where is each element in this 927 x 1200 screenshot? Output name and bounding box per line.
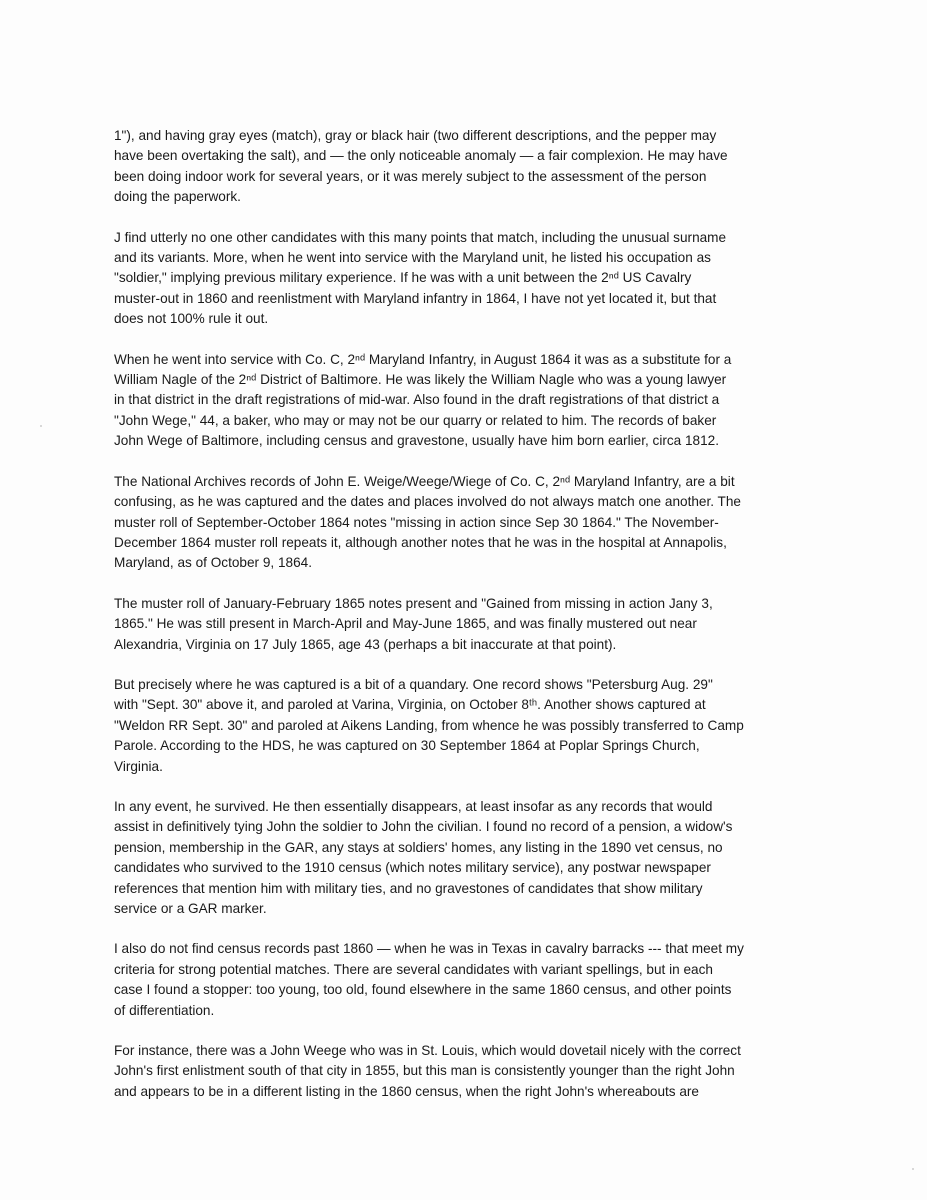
text-line: William Nagle of the 2ⁿᵈ District of Baltimore. He was likely the William Nagle who was a young lawyer — [114, 372, 727, 388]
text-line: in that district in the draft registrations of mid-war. Also found in the draft registrations of that district a — [114, 392, 720, 408]
text-line: criteria for strong potential matches. There are several candidates with variant spellings, but in each — [114, 961, 713, 977]
text-line: 1865." He was still present in March-April and May-June 1865, and was finally mustered out near — [114, 616, 697, 632]
text-line: When he went into service with Co. C, 2ⁿᵈ Maryland Infantry, in August 1864 it was as a substitute for a — [114, 351, 732, 367]
paragraph — [114, 472, 814, 574]
text-line: "John Wege," 44, a baker, who may or may not be our quarry or related to him. The records of baker — [114, 412, 717, 428]
text-line: and its variants. More, when he went into service with the Maryland unit, he listed his occupation as — [114, 250, 711, 266]
text-line: Parole. According to the HDS, he was captured on 30 September 1864 at Poplar Springs Church, — [114, 738, 700, 754]
text-line: service or a GAR marker. — [114, 901, 267, 916]
text-line: "Weldon RR Sept. 30" and paroled at Aikens Landing, from whence he was possibly transferred to Camp — [114, 717, 744, 733]
text-line: candidates who survived to the 1910 census (which notes military service), any postwar newspaper — [114, 860, 711, 876]
text-line: been doing indoor work for several years, or it was merely subject to the assessment of the person — [114, 168, 707, 184]
paragraph — [114, 1041, 814, 1102]
text-line: The National Archives records of John E. Weige/Weege/Wiege of Co. C, 2ⁿᵈ Maryland Infantry, are a bit — [114, 473, 735, 489]
paragraph — [114, 228, 814, 330]
text-line: pension, membership in the GAR, any stays at soldiers' homes, any listing in the 1890 vet census, no — [114, 839, 723, 855]
text-line: John Wege of Baltimore, including census and gravestone, usually have him born earlier, circa 1812. — [114, 433, 720, 449]
text-line: muster roll of September-October 1864 notes "missing in action since Sep 30 1864." The November- — [114, 514, 719, 530]
paragraph — [114, 594, 814, 655]
scan-speck — [40, 425, 42, 427]
text-line: references that mention him with military ties, and no gravestones of candidates that show military — [114, 880, 703, 896]
text-line: with "Sept. 30" above it, and paroled at Varina, Virginia, on October 8ᵗʰ. Another shows captured at — [114, 697, 706, 713]
text-line: I also do not find census records past 1860 — when he was in Texas in cavalry barracks --- that meet my — [114, 941, 744, 957]
scan-speck — [912, 1168, 914, 1170]
text-line: J find utterly no one other candidates with this many points that match, including the unusual surname — [114, 229, 727, 245]
text-line: 1"), and having gray eyes (match), gray or black hair (two different descriptions, and the pepper may — [114, 128, 717, 143]
text-line: Virginia. — [114, 758, 163, 774]
text-line: does not 100% rule it out. — [114, 311, 269, 327]
text-line: assist in definitively tying John the soldier to John the civilian. I found no record of a pension, a widow's — [114, 819, 733, 835]
paragraph — [114, 797, 814, 919]
text-line: Alexandria, Virginia on 17 July 1865, age 43 (perhaps a bit inaccurate at that point). — [114, 636, 617, 652]
text-line: have been overtaking the salt), and — the only noticeable anomaly — a fair complexion. He may have — [114, 148, 728, 164]
text-line: Maryland, as of October 9, 1864. — [114, 555, 312, 571]
text-line: For instance, there was a John Weege who was in St. Louis, which would dovetail nicely with the correct — [114, 1043, 741, 1059]
paragraph — [114, 675, 814, 777]
text-line: The muster roll of January-February 1865 notes present and "Gained from missing in action Jany 3, — [114, 595, 713, 611]
text-line: doing the paperwork. — [114, 189, 241, 205]
paragraph — [114, 939, 814, 1021]
text-line: muster-out in 1860 and reenlistment with Maryland infantry in 1864, I have not yet located it, but that — [114, 290, 717, 306]
document-body — [114, 126, 814, 1122]
text-line: But precisely where he was captured is a bit of a quandary. One record shows "Petersburg Aug. 29" — [114, 676, 713, 692]
paragraph — [114, 126, 814, 208]
text-line: case I found a stopper: too young, too old, found elsewhere in the same 1860 census, and other points — [114, 982, 732, 998]
text-line: December 1864 muster roll repeats it, although another notes that he was in the hospital at Annapolis, — [114, 534, 727, 550]
text-line: "soldier," implying previous military experience. If he was with a unit between the 2ⁿᵈ US Cavalry — [114, 270, 692, 286]
text-line: of differentiation. — [114, 1002, 215, 1018]
text-line: and appears to be in a different listing in the 1860 census, when the right John's whereabouts are — [114, 1083, 699, 1099]
text-line: confusing, as he was captured and the dates and places involved do not always match one another. The — [114, 494, 741, 510]
text-line: In any event, he survived. He then essentially disappears, at least insofar as any records that would — [114, 798, 713, 814]
text-line: John's first enlistment south of that city in 1855, but this man is consistently younger than the right John — [114, 1063, 735, 1079]
paragraph — [114, 350, 814, 452]
